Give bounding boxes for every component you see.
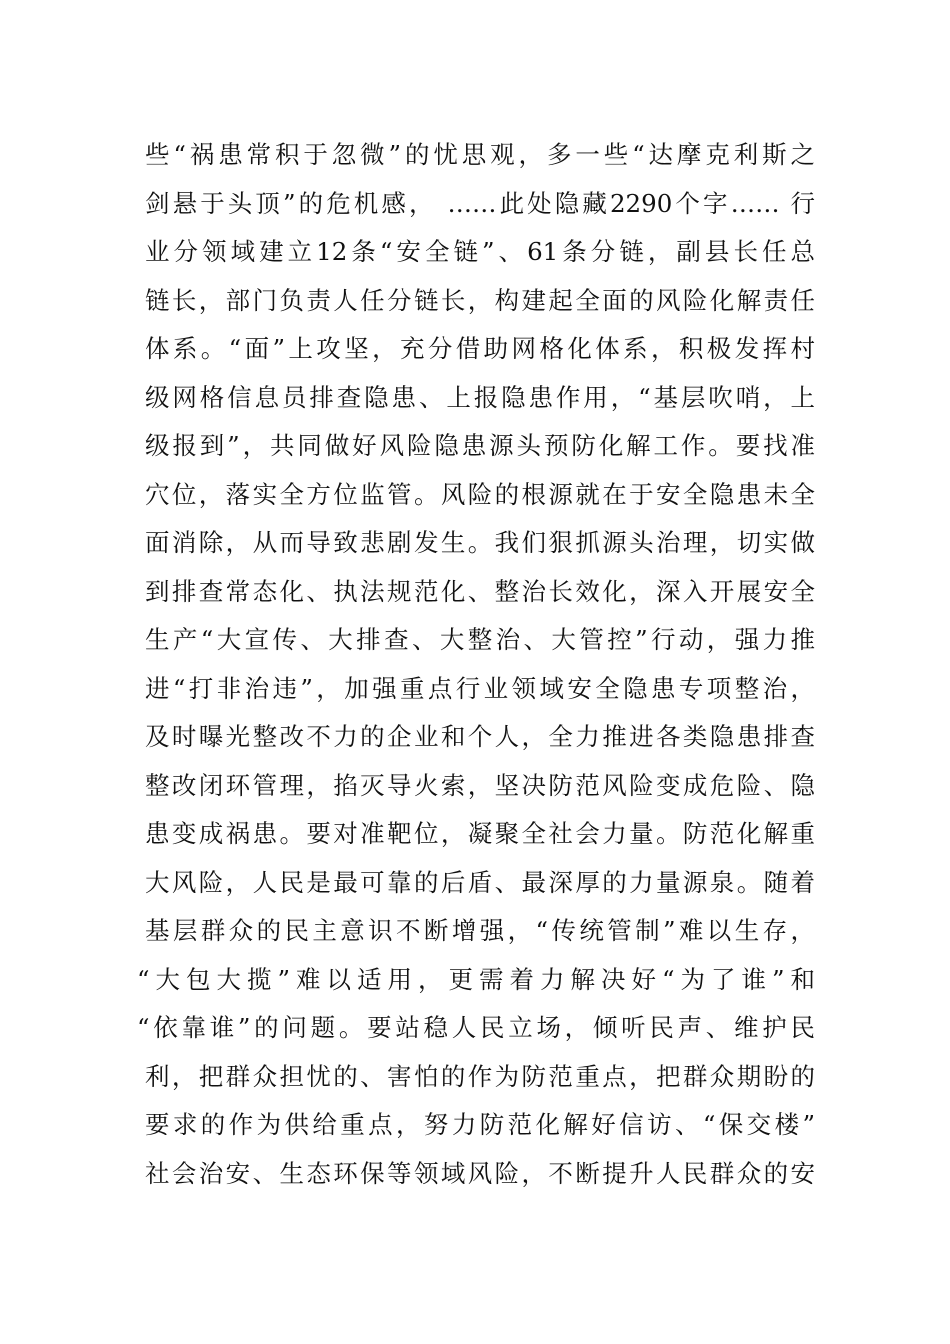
text-line-22: 社会治安、生态环保等领域风险，不断提升人民群众的安 — [145, 1158, 815, 1188]
text-line-14: 整改闭环管理，掐灭导火索，坚决防范风险变成危险、隐 — [145, 770, 815, 800]
text-line-17: 基层群众的民主意识不断增强，“传统管制”难以生存， — [145, 916, 815, 945]
text-line-6: 级网格信息员排查隐患、上报隐患作用，“基层吹哨，上 — [145, 382, 815, 412]
text-line-18: “大包大揽”难以适用，更需着力解决好“为了谁”和 — [137, 964, 815, 994]
text-line-12: 进“打非治违”，加强重点行业领域安全隐患专项整治， — [145, 673, 815, 703]
text-line-16: 大风险，人民是最可靠的后盾、最深厚的力量源泉。随着 — [145, 867, 815, 897]
text-line-3: 业分领域建立12条“安全链”、61条分链，副县长任总 — [145, 237, 815, 266]
text-line-7: 级报到”，共同做好风险隐患源头预防化解工作。要找准 — [145, 431, 815, 460]
text-line-2: 剑悬于头顶”的危机感， ……此处隐藏2290个字…… 行 — [145, 188, 815, 218]
text-line-15: 患变成祸患。要对准靶位，凝聚全社会力量。防范化解重 — [145, 819, 815, 848]
text-line-1: 些“祸患常积于忽微”的忧思观，多一些“达摩克利斯之 — [145, 140, 815, 169]
text-line-13: 及时曝光整改不力的企业和个人，全力推进各类隐患排查 — [145, 722, 815, 751]
text-line-20: 利，把群众担忧的、害怕的作为防范重点，把群众期盼的 — [145, 1061, 815, 1091]
body-text — [137, 131, 815, 1198]
text-line-8: 穴位，落实全方位监管。风险的根源就在于安全隐患未全 — [145, 479, 815, 509]
text-line-10: 到排查常态化、执法规范化、整治长效化，深入开展安全 — [145, 576, 815, 606]
text-line-19: “依靠谁”的问题。要站稳人民立场，倾听民声、维护民 — [137, 1013, 815, 1042]
text-line-4: 链长，部门负责人任分链长，构建起全面的风险化解责任 — [145, 285, 815, 315]
text-line-11: 生产“大宣传、大排查、大整治、大管控”行动，强力推 — [145, 625, 815, 654]
text-line-5: 体系。“面”上攻坚，充分借助网格化体系，积极发挥村 — [145, 334, 815, 363]
text-line-21: 要求的作为供给重点，努力防范化解好信访、“保交楼” — [145, 1110, 815, 1139]
text-line-9: 面消除，从而导致悲剧发生。我们狠抓源头治理，切实做 — [145, 528, 815, 557]
